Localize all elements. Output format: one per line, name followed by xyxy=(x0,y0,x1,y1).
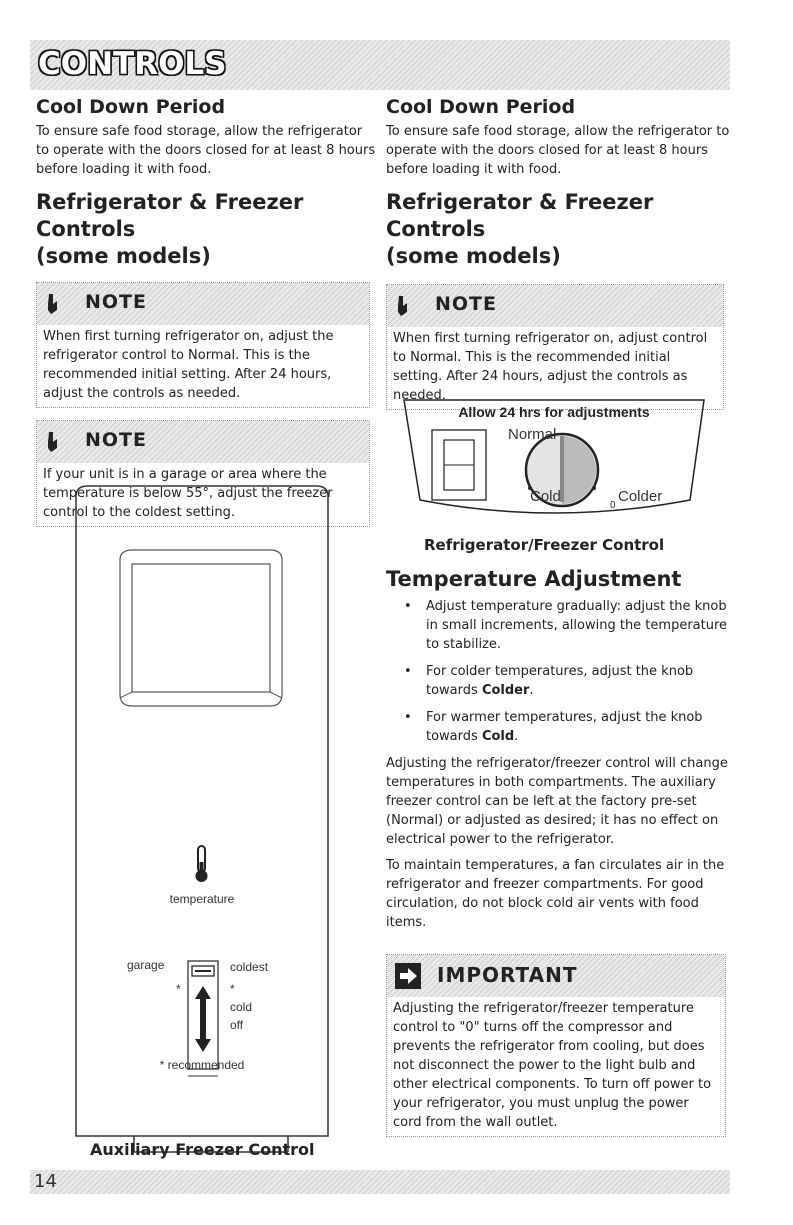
temperature-adjustment-list xyxy=(386,597,731,746)
list-item: • For warmer temperatures, adjust the knob towards Cold. xyxy=(426,708,731,746)
note-hand-icon xyxy=(395,294,415,318)
controls-heading-line1: Refrigerator & Freezer Controls xyxy=(386,190,654,241)
temperature-adjustment-heading: Temperature Adjustment xyxy=(386,567,682,591)
aux-panel-outline xyxy=(74,484,330,1156)
note-hand-icon xyxy=(45,292,65,316)
controls-heading-line1: Refrigerator & Freezer Controls xyxy=(36,190,304,241)
note-text: When first turning refrigerator on, adjust the refrigerator control to Normal. This is the recommended initial setting. After 24 hours, adjust the controls as needed. xyxy=(43,329,334,401)
dial-title: Allow 24 hrs for adjustments xyxy=(458,404,650,420)
note-label: NOTE xyxy=(85,429,147,451)
note-box-initial-setting xyxy=(36,282,370,408)
important-text: Adjusting the refrigerator/freezer temperature control to "0" turns off the compressor and prevents the refrigerator from cooling, but does not disconnect the power to the light bulb and other electrical components. To turn off power to your refrigerator, you must unplug the power cord from the wall outlet. xyxy=(393,1001,712,1130)
cool-down-heading: Cool Down Period xyxy=(36,96,226,118)
dial-caption: Refrigerator/Freezer Control xyxy=(424,536,665,554)
cool-down-text: To ensure safe food storage, allow the refrigerator to operate with the doors closed for at least 8 hours before loading it with food. xyxy=(36,124,376,177)
important-label: IMPORTANT xyxy=(437,963,578,987)
adjustment-paragraph: Adjusting the refrigerator/freezer control will change temperatures in both compartments. The auxiliary freezer control can be left at the factory pre-set (Normal) or adjusted as desired; it has no effect on electrical power to the refrigerator. xyxy=(386,756,728,847)
note-hand-icon xyxy=(45,430,65,454)
page-title: CONTROLS xyxy=(38,46,227,82)
controls-heading xyxy=(386,189,731,270)
left-column xyxy=(36,96,376,527)
dial-zero-label: 0 xyxy=(610,500,616,511)
thermometer-icon xyxy=(196,846,208,882)
note-band xyxy=(37,421,369,463)
temperature-adjustment-section xyxy=(386,566,731,932)
aux-off-label: off xyxy=(230,1018,244,1032)
aux-coldest-label: coldest xyxy=(230,960,269,974)
auxiliary-freezer-control-illustration xyxy=(74,484,330,1156)
double-arrow-icon xyxy=(195,986,211,1052)
important-box xyxy=(386,954,726,1137)
list-item: • Adjust temperature gradually: adjust the knob in small increments, allowing the temperature to stabilize. xyxy=(426,597,731,654)
controls-heading-line2: (some models) xyxy=(386,244,561,268)
cool-down-heading: Cool Down Period xyxy=(386,96,576,118)
right-column xyxy=(386,96,731,410)
note-label: NOTE xyxy=(435,293,497,315)
refrigerator-freezer-control-illustration xyxy=(394,396,714,526)
aux-temperature-label: temperature xyxy=(169,892,235,906)
important-band xyxy=(387,955,725,997)
list-item: • For colder temperatures, adjust the knob towards Colder. xyxy=(426,662,731,700)
note-label: NOTE xyxy=(85,291,147,313)
note-text: If your unit is in a garage or area where the temperature is below 55°, adjust the freezer control to the coldest setting. xyxy=(43,467,333,520)
aux-recommended-label: * recommended xyxy=(159,1058,245,1072)
aux-freezer-caption: Auxiliary Freezer Control xyxy=(90,1140,315,1159)
controls-heading-line2: (some models) xyxy=(36,244,211,268)
aux-cold-label: cold xyxy=(230,1000,253,1014)
arrow-right-icon xyxy=(395,963,421,989)
header-band xyxy=(30,40,730,90)
cool-down-text: To ensure safe food storage, allow the refrigerator to operate with the doors closed for at least 8 hours before loading it with food. xyxy=(386,124,730,177)
note-box-initial-setting xyxy=(386,284,724,410)
aux-garage-label: garage xyxy=(127,958,165,972)
dial-cold-label: Cold xyxy=(530,488,561,505)
note-band xyxy=(387,285,723,327)
fan-circulation-paragraph: To maintain temperatures, a fan circulates air in the refrigerator and freezer compartments. For good circulation, do not block cold air vents with food items. xyxy=(386,858,725,930)
aux-star-right: * xyxy=(230,982,235,996)
note-text: When first turning refrigerator on, adjust control to Normal. This is the recommended initial setting. After 24 hours, adjust the controls as needed. xyxy=(393,331,708,403)
dial-normal-label: Normal xyxy=(508,426,557,443)
note-band xyxy=(37,283,369,325)
footer-band xyxy=(30,1170,730,1194)
controls-heading xyxy=(36,189,376,270)
dial-colder-label: Colder xyxy=(618,488,663,505)
page-number: 14 xyxy=(34,1171,57,1192)
aux-star-left: * xyxy=(176,982,181,996)
